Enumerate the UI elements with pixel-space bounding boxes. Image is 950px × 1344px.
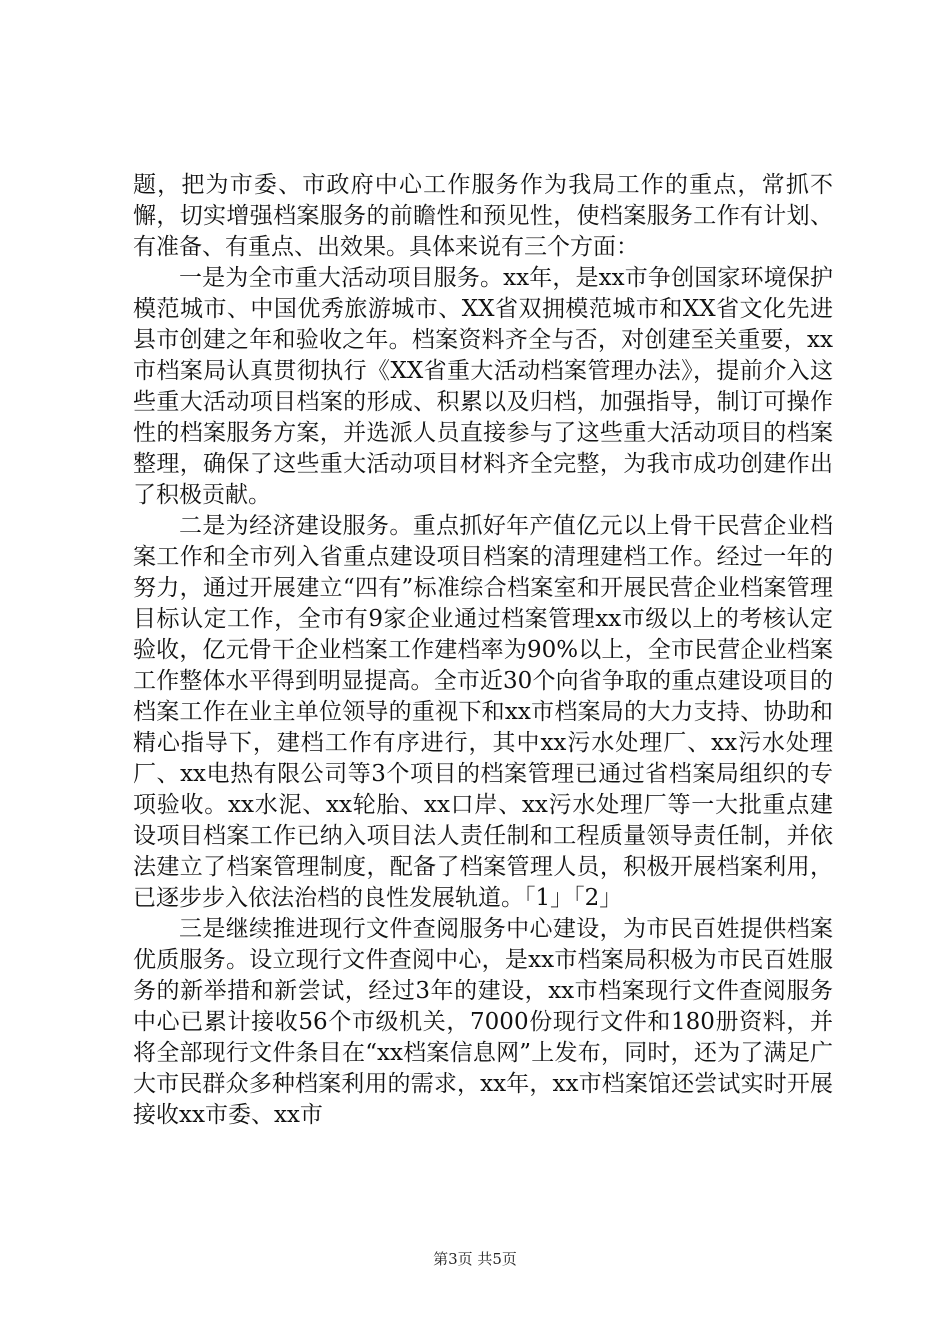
paragraph-1: 题，把为市委、市政府中心工作服务作为我局工作的重点，常抓不懈，切实增强档案服务的前瞻性和预见性，使档案服务工作有计划、有准备、有重点、出效果。具体来说有三个方面：: [133, 172, 833, 260]
paragraph-3: 二是为经济建设服务。重点抓好年产值亿元以上骨干民营企业档案工作和全市列入省重点建设项目档案的清理建档工作。经过一年的努力，通过开展建立“四有”标准综合档案室和开展民营企业档案管理目标认定工作，全市有9家企业通过档案管理xx市级以上的考核认定验收，亿元骨干企业档案工作建档率为90%以上，全市民营企业档案工作整体水平得到明显提高。全市近30个向省争取的重点建设项目的档案工作在业主单位领导的重视下和xx市档案局的大力支持、协助和精心指导下，建档工作有序进行，其中xx污水处理厂、xx污水处理厂、xx电热有限公司等3个项目的档案管理已通过省档案局组织的专项验收。xx水泥、xx轮胎、xx口岸、xx污水处理厂等一大批重点建设项目档案工作已纳入项目法人责任制和工程质量领导责任制，并依法建立了档案管理制度，配备了档案管理人员，积极开展档案利用，已逐步步入依法治档的良性发展轨道。「1」「2」: [133, 513, 833, 911]
page-footer: 第3页 共5页: [433, 1250, 517, 1268]
body-text: [133, 170, 833, 1131]
paragraph-4: 三是继续推进现行文件查阅服务中心建设，为市民百姓提供档案优质服务。设立现行文件查阅中心，是xx市档案局积极为市民百姓服务的新举措和新尝试，经过3年的建设，xx市档案现行文件查阅服务中心已累计接收56个市级机关，7000份现行文件和180册资料，并将全部现行文件条目在“xx档案信息网”上发布，同时，还为了满足广大市民群众多种档案利用的需求，xx年，xx市档案馆还尝试实时开展接收xx市委、xx市: [133, 916, 833, 1128]
paragraph-2: 一是为全市重大活动项目服务。xx年，是xx市争创国家环境保护模范城市、中国优秀旅游城市、XX省双拥模范城市和XX省文化先进县市创建之年和验收之年。档案资料齐全与否，对创建至关重要，xx市档案局认真贯彻执行《XX省重大活动档案管理办法》，提前介入这些重大活动项目档案的形成、积累以及归档，加强指导，制订可操作性的档案服务方案，并选派人员直接参与了这些重大活动项目的档案整理，确保了这些重大活动项目材料齐全完整，为我市成功创建作出了积极贡献。: [133, 265, 833, 508]
